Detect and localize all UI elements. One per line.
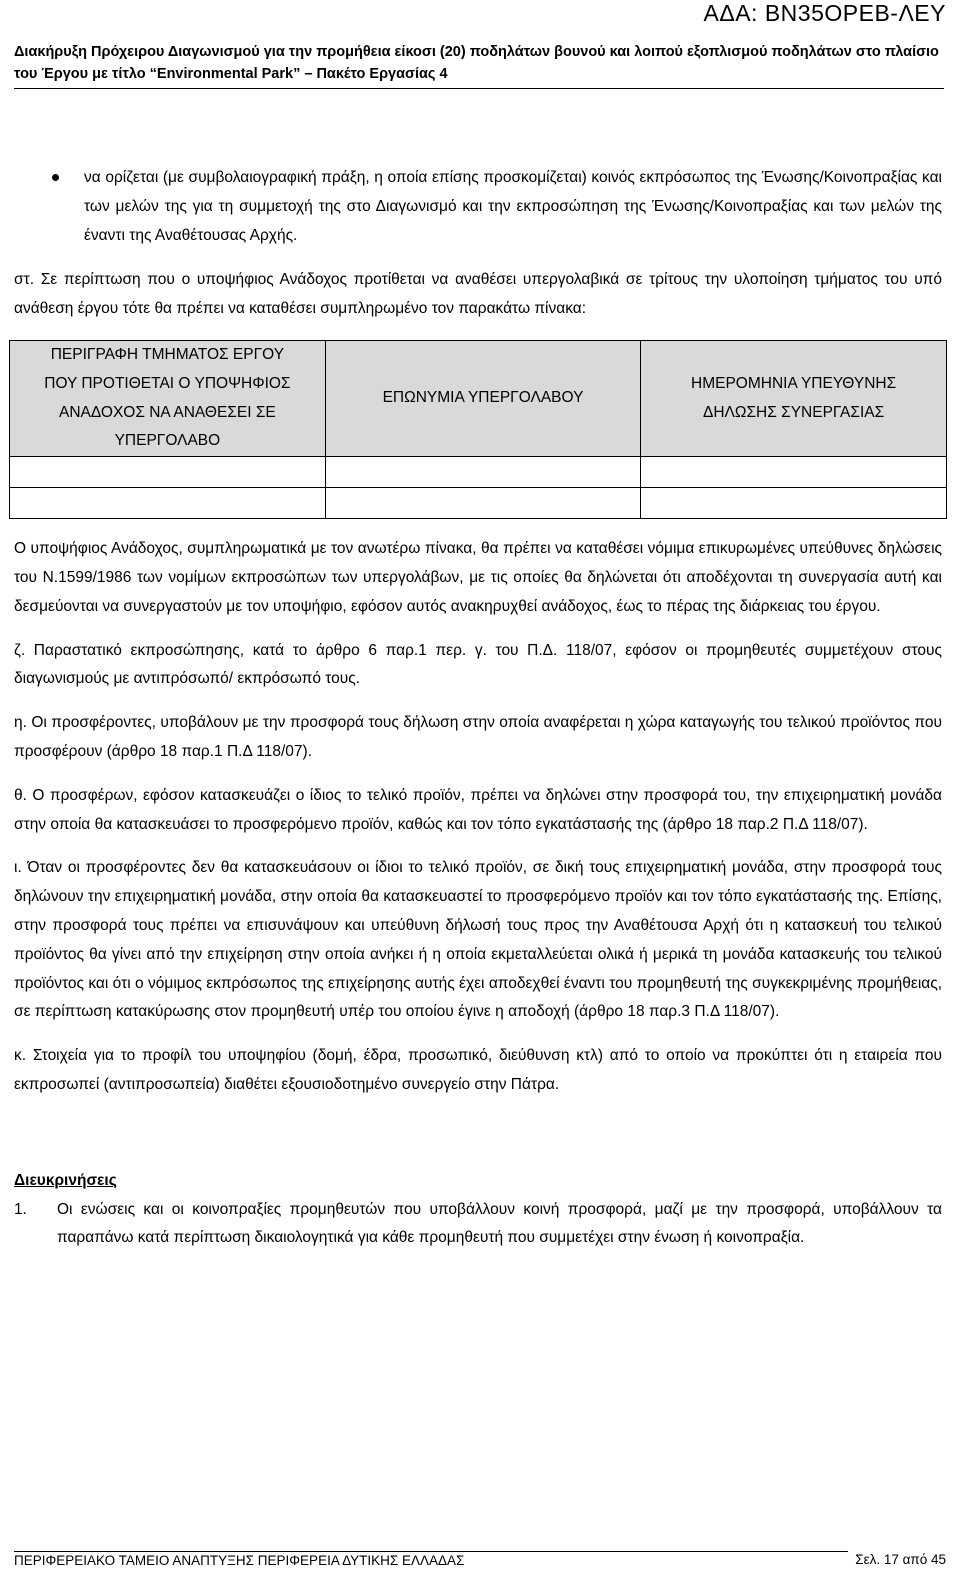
- paragraph-th: θ. Ο προσφέρων, εφόσον κατασκευάζει ο ίδιος το τελικό προϊόν, πρέπει να δηλώνει στην προσφορά του, την επιχειρηματική μονάδα στην οποία θα κατασκευάσει το προσφερόμενο προϊόν, καθώς και τον τόπο εγκατάστασής της (άρθρο 18 παρ.2 Π.Δ 118/07).: [14, 786, 942, 833]
- table-cell: [325, 457, 640, 488]
- paragraph-st: στ. Σε περίπτωση που ο υποψήφιος Ανάδοχος προτίθεται να αναθέσει υπεργολαβικά σε τρίτους την υλοποίηση τμήματος του υπό ανάθεση έργου τότε θα πρέπει να καταθέσει συμπληρωμένο τον παρακάτω πίνακα:: [14, 271, 942, 318]
- clarification-item-1: [14, 1196, 942, 1254]
- table-header-row: [10, 340, 947, 456]
- table-header-subcontractor-name: ΕΠΩΝΥΜΙΑ ΥΠΕΡΓΟΛΑΒΟΥ: [325, 340, 640, 456]
- paragraph-after-table: Ο υποψήφιος Ανάδοχος, συμπληρωματικά με τον ανωτέρω πίνακα, θα πρέπει να καταθέσει νόμιμα επικυρωμένες υπεύθυνες δηλώσεις του Ν.1599/1986 των νομίμων εκπροσώπων των υπεργολάβων, με τις οποίες θα δηλώνεται ότι αποδέχονται τη συνεργασία αυτή και δεσμεύονται να συνεργαστούν με τον υποψήφιο, εφόσον αυτός ανακηρυχθεί ανάδοχος, έως το πέρας της διάρκειας του έργου.: [14, 540, 942, 615]
- table-cell: [10, 488, 326, 519]
- table-row: [10, 488, 947, 519]
- bullet-icon: [52, 174, 59, 181]
- paragraph-i: ι. Όταν οι προσφέροντες δεν θα κατασκευάσουν οι ίδιοι το τελικό προϊόν, σε δική τους επιχειρηματική μονάδα, στην προσφορά τους δηλώνουν την επιχειρηματική μονάδα, στην οποία θα κατασκευαστεί το προσφερόμενο προϊόν και τον τόπο εγκατάστασής της. Επίσης, στην προσφορά τους πρέπει να επισυνάψουν και υπεύθυνη δήλωσή τους προς την Αναθέτουσα Αρχή ότι η κατασκευή του τελικού προϊόντος θα γίνει από την επιχείρηση στην οποία ανήκει ή η οποία εκμεταλλεύεται ολικά ή μερικά τη μονάδα κατασκευής του τελικού προϊόντος και ότι ο νόμιμος εκπρόσωπος της επιχείρησης αυτής έχει αποδεχθεί έναντι του προμηθευτή της συγκεκριμένης προμήθειας, σε περίπτωση κατακύρωσης στον προμηθευτή υπέρ του οποίου έγινε η αποδοχή (άρθρο 18 παρ.3 Π.Δ 118/07).: [14, 859, 942, 1021]
- page-number: Σελ. 17 από 45: [855, 1552, 946, 1567]
- paragraph-z: ζ. Παραστατικό εκπροσώπησης, κατά το άρθρο 6 παρ.1 περ. γ. του Π.Δ. 118/07, εφόσον οι προμηθευτές συμμετέχουν στους διαγωνισμούς με αντιπρόσωπό/ εκπρόσωπό τους.: [14, 641, 942, 688]
- header-title-line1: Διακήρυξη Πρόχειρου Διαγωνισμού για την προμήθεια είκοσι (20) ποδηλάτων βουνού και λοιπού εξοπλισμού ποδηλάτων στο πλαίσιο: [14, 44, 939, 60]
- header-cell-text: ΠΕΡΙΓΡΑΦΗ ΤΜΗΜΑΤΟΣ ΕΡΓΟΥ ΠΟΥ ΠΡΟΤΙΘΕΤΑΙ Ο ΥΠΟΨΗΦΙΟΣ ΑΝΑΔΟΧΟΣ ΝΑ ΑΝΑΘΕΣΕΙ ΣΕ ΥΠΕΡΓΟΛΑΒΟ: [44, 345, 291, 450]
- ada-code: ΑΔΑ: ΒΝ35ΟΡΕΒ-ΛΕΥ: [703, 0, 946, 26]
- list-number: 1.: [14, 1200, 27, 1218]
- header-cell-text: ΗΜΕΡΟΜΗΝΙΑ ΥΠΕΥΘΥΝΗΣ ΔΗΛΩΣΗΣ ΣΥΝΕΡΓΑΣΙΑΣ: [691, 374, 897, 421]
- table-cell: [325, 488, 640, 519]
- document-header: [14, 41, 944, 85]
- clarifications-title: Διευκρινήσεις: [14, 1171, 117, 1189]
- header-divider: [14, 88, 944, 89]
- table-header-declaration-date: [641, 340, 947, 456]
- bullet-item: [14, 164, 942, 250]
- paragraph-h: η. Οι προσφέροντες, υποβάλουν με την προσφορά τους δήλωση στην οποία αναφέρεται η χώρα καταγωγής του τελικού προϊόντος που προσφέρουν (άρθρο 18 παρ.1 Π.Δ 118/07).: [14, 714, 942, 760]
- bullet-text: να ορίζεται (με συμβολαιογραφική πράξη, η οποία επίσης προσκομίζεται) κοινός εκπρόσωπος της Ένωσης/Κοινοπραξίας και των μελών της για τη συμμετοχή της στο Διαγωνισμό και την εκπροσώπηση της Ένωσης/Κοινοπραξίας και των μελών της έναντι της Αναθέτουσας Αρχής.: [84, 169, 942, 244]
- paragraph-k: κ. Στοιχεία για το προφίλ του υποψηφίου (δομή, έδρα, προσωπικό, διεύθυνση κτλ) από το οποίο να προκύπτει ότι η εταιρεία που εκπροσωπεί (αντιπροσωπεία) διαθέτει εξουσιοδοτημένο συνεργείο στην Πάτρα.: [14, 1047, 942, 1093]
- page-footer: [14, 1551, 848, 1568]
- table-cell: [641, 488, 947, 519]
- clarification-text: Οι ενώσεις και οι κοινοπραξίες προμηθευτών που υποβάλλουν κοινή προσφορά, μαζί με την προσφορά, υποβάλλουν τα παραπάνω κατά περίπτωση δικαιολογητικά για κάθε προμηθευτή που συμμετέχει στην ένωση ή κοινοπραξία.: [57, 1200, 942, 1247]
- footer-organization: ΠΕΡΙΦΕΡΕΙΑΚΟ ΤΑΜΕΙΟ ΑΝΑΠΤΥΞΗΣ ΠΕΡΙΦΕΡΕΙΑ ΔΥΤΙΚΗΣ ΕΛΛΑΔΑΣ: [14, 1553, 465, 1568]
- table-cell: [10, 457, 326, 488]
- subcontractor-table: [9, 340, 947, 519]
- table-header-task-description: [10, 340, 326, 456]
- table-row: [10, 457, 947, 488]
- header-title-line2: του Έργου με τίτλο “Environmental Park” – Πακέτο Εργασίας 4: [14, 66, 448, 82]
- document-body: [14, 164, 942, 1253]
- table-cell: [641, 457, 947, 488]
